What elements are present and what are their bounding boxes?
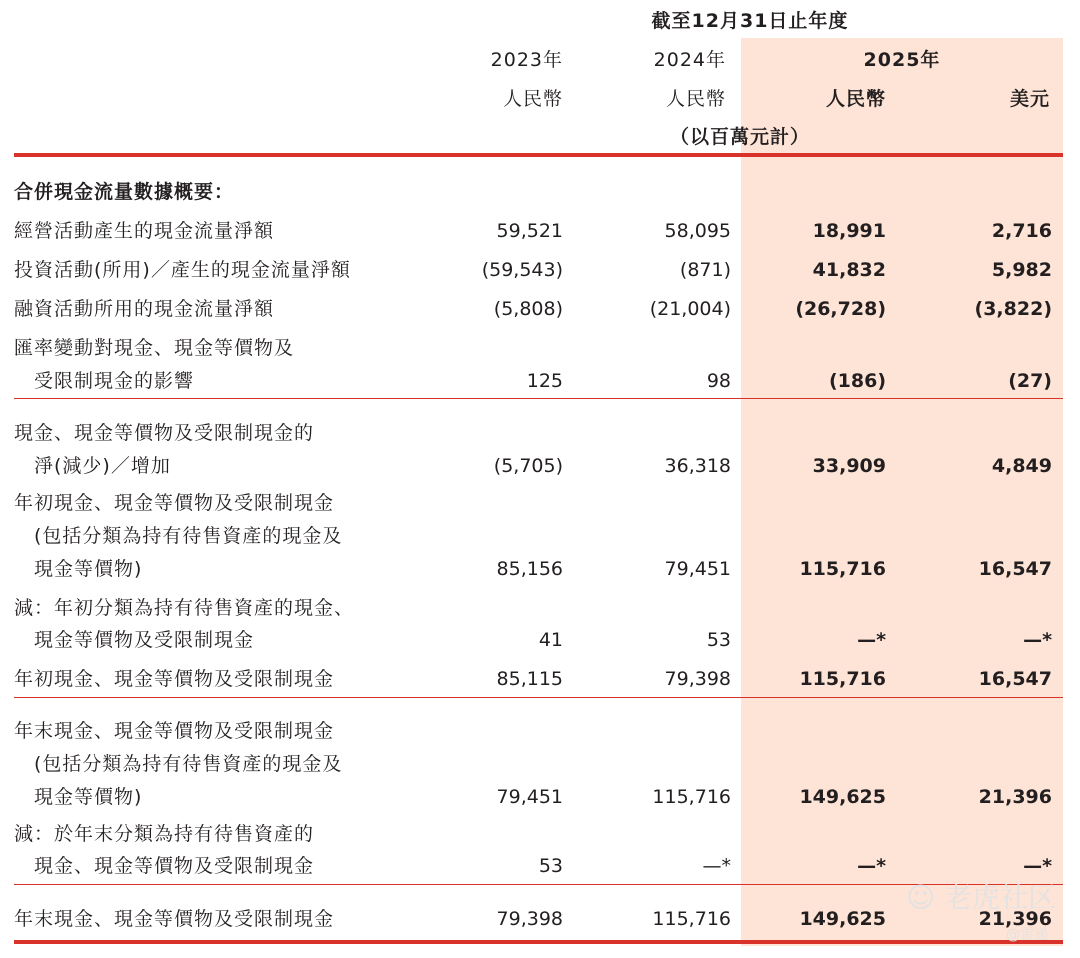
row-value: (871): [679, 259, 731, 281]
row-label: 融資活動所用的現金流量淨額: [14, 298, 275, 320]
row-value: 53: [538, 855, 563, 877]
row-value: 79,451: [664, 558, 731, 580]
row-value: 149,625: [799, 908, 886, 930]
row-label: 現金等價物): [34, 558, 143, 580]
row-value: 115,716: [799, 668, 886, 690]
row-label: 投資活動(所用)／產生的現金流量淨額: [14, 259, 351, 281]
watermark-brand: 老虎社区: [944, 881, 1057, 914]
row-value: 53: [706, 629, 731, 651]
row-value: 85,156: [496, 558, 563, 580]
row-value: —*: [857, 855, 886, 877]
row-value: (5,705): [493, 455, 563, 477]
row-label: 受限制現金的影響: [34, 370, 195, 392]
highlight-column-2025: [741, 38, 1063, 946]
header-rule: [14, 153, 1063, 157]
divider: [14, 697, 1063, 698]
row-value: —*: [702, 855, 731, 877]
section-title: 合併現金流量數據概要：: [14, 181, 235, 203]
row-label: (包括分類為持有待售資產的現金及: [34, 525, 343, 547]
row-value: 41: [538, 629, 563, 651]
bottom-rule: [14, 940, 1063, 944]
row-label: 經營活動產生的現金流量淨額: [14, 220, 275, 242]
row-value: 125: [526, 370, 563, 392]
row-value: 41,832: [812, 259, 886, 281]
row-value: (5,808): [493, 298, 563, 320]
row-value: 16,547: [978, 558, 1052, 580]
row-value: 79,451: [496, 786, 563, 808]
row-value: 79,398: [664, 668, 731, 690]
currency-2025-rmb: 人民幣: [825, 88, 886, 110]
row-value: 33,909: [812, 455, 886, 477]
divider: [14, 398, 1063, 399]
row-label: 年末現金、現金等價物及受限制現金: [14, 720, 335, 742]
row-value: (3,822): [974, 298, 1052, 320]
row-value: 21,396: [978, 908, 1052, 930]
row-value: 4,849: [991, 455, 1052, 477]
year-2024: 2024年: [653, 49, 726, 71]
row-value: 115,716: [652, 908, 731, 930]
row-value: 2,716: [991, 220, 1052, 242]
row-value: 115,716: [652, 786, 731, 808]
row-value: —*: [1023, 629, 1052, 651]
watermark-user: @雷递: [1006, 927, 1048, 943]
year-2025: 2025年: [863, 49, 941, 71]
unit-note: （以百萬元計）: [669, 126, 810, 148]
row-label: 減：於年末分類為持有待售資產的: [14, 823, 315, 845]
row-value: 21,396: [978, 786, 1052, 808]
row-label: 淨(減少)／增加: [34, 455, 171, 477]
row-value: (186): [828, 370, 886, 392]
row-value: 149,625: [799, 786, 886, 808]
row-value: —*: [1023, 855, 1052, 877]
currency-2023: 人民幣: [502, 88, 563, 110]
watermark-logo-icon: ☺ 老虎社区: [906, 881, 1057, 914]
row-value: 98: [706, 370, 731, 392]
row-value: (21,004): [649, 298, 731, 320]
row-value: (26,728): [795, 298, 886, 320]
row-label: 現金、現金等價物及受限制現金的: [14, 422, 315, 444]
currency-2024: 人民幣: [665, 88, 726, 110]
row-value: 16,547: [978, 668, 1052, 690]
row-value: —*: [857, 629, 886, 651]
row-value: 36,318: [664, 455, 731, 477]
row-label: 年末現金、現金等價物及受限制現金: [14, 908, 335, 930]
row-value: (27): [1008, 370, 1052, 392]
row-value: 58,095: [664, 220, 731, 242]
row-value: 115,716: [799, 558, 886, 580]
row-label: 匯率變動對現金、現金等價物及: [14, 337, 295, 359]
row-value: (59,543): [481, 259, 563, 281]
row-label: 現金等價物及受限制現金: [34, 629, 255, 651]
row-value: 79,398: [496, 908, 563, 930]
currency-2025-usd: 美元: [1009, 88, 1050, 110]
row-value: 85,115: [496, 668, 563, 690]
row-label: 減：年初分類為持有待售資產的現金、: [14, 597, 355, 619]
row-label: 現金等價物): [34, 786, 143, 808]
year-2023: 2023年: [490, 49, 563, 71]
row-value: 5,982: [991, 259, 1052, 281]
row-label: 年初現金、現金等價物及受限制現金: [14, 668, 335, 690]
row-label: 現金、現金等價物及受限制現金: [34, 855, 315, 877]
row-value: 18,991: [812, 220, 886, 242]
period-header: 截至12月31日止年度: [651, 10, 849, 32]
row-value: 59,521: [496, 220, 563, 242]
row-label: 年初現金、現金等價物及受限制現金: [14, 492, 335, 514]
row-label: (包括分類為持有待售資產的現金及: [34, 753, 343, 775]
